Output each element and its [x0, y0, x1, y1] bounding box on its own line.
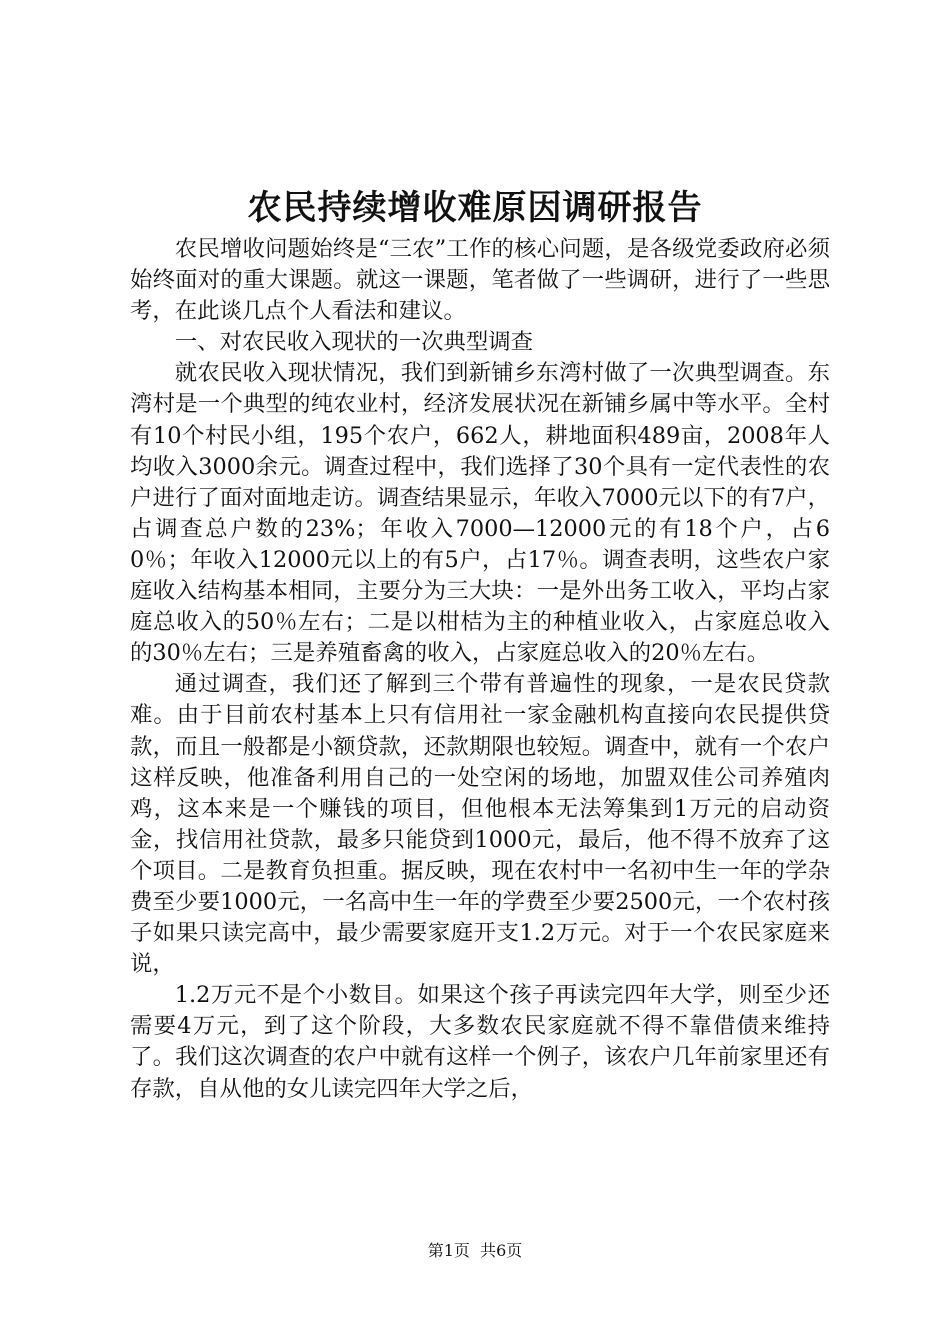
paragraph-intro: 农民增收问题始终是“三农”工作的核心问题，是各级党委政府必须始终面对的重大课题。就这一课题，笔者做了一些调研，进行了一些思考，在此谈几点个人看法和建议。: [130, 236, 830, 325]
paragraph-education-cost: 1.2万元不是个小数目。如果这个孩子再读完四年大学，则至少还需要4万元，到了这个阶段，大多数农民家庭就不得不靠借债来维持了。我们这次调查的农户中就有这样一个例子，该农户几年前家里还有存款，自从他的女儿读完四年大学之后，: [130, 982, 830, 1102]
document-body: [130, 234, 830, 1105]
document-title: 农民持续增收难原因调研报告: [247, 188, 703, 228]
page-footer: 第1页 共6页: [427, 1241, 523, 1260]
section-heading: 一、对农民收入现状的一次典型调查: [174, 329, 534, 356]
paragraph-phenomena: 通过调查，我们还了解到三个带有普遍性的现象，一是农民贷款难。由于目前农村基本上只有信用社一家金融机构直接向农民提供贷款，而且一般都是小额贷款，还款期限也较短。调查中，就有一个农户这样反映，他准备利用自己的一处空闲的场地，加盟双佳公司养殖肉鸡，这本来是一个赚钱的项目，但他根本无法筹集到1万元的启动资金，找信用社贷款，最多只能贷到1000元，最后，他不得不放弃了这个项目。二是教育负担重。据反映，现在农村中一名初中生一年的学杂费至少要1000元，一名高中生一年的学费至少要2500元，一个农村孩子如果只读完高中，最少需要家庭开支1.2万元。对于一个农民家庭来说，: [130, 671, 830, 978]
paragraph-survey: 就农民收入现状情况，我们到新铺乡东湾村做了一次典型调查。东湾村是一个典型的纯农业村，经济发展状况在新铺乡属中等水平。全村有10个村民小组，195个农户，662人，耕地面积489亩，2008年人均收入3000余元。调查过程中，我们选择了30个具有一定代表性的农户进行了面对面地走访。调查结果显示，年收入7000元以下的有7户，占调查总户数的23%；年收入7000—12000元的有18个户，占60％；年收入12000元以上的有5户，占17％。调查表明，这些农户家庭收入结构基本相同，主要分为三大块：一是外出务工收入，平均占家庭总收入的50％左右；二是以柑桔为主的种植业收入，占家庭总收入的30％左右；三是养殖畜禽的收入，占家庭总收入的20％左右。: [130, 360, 830, 667]
